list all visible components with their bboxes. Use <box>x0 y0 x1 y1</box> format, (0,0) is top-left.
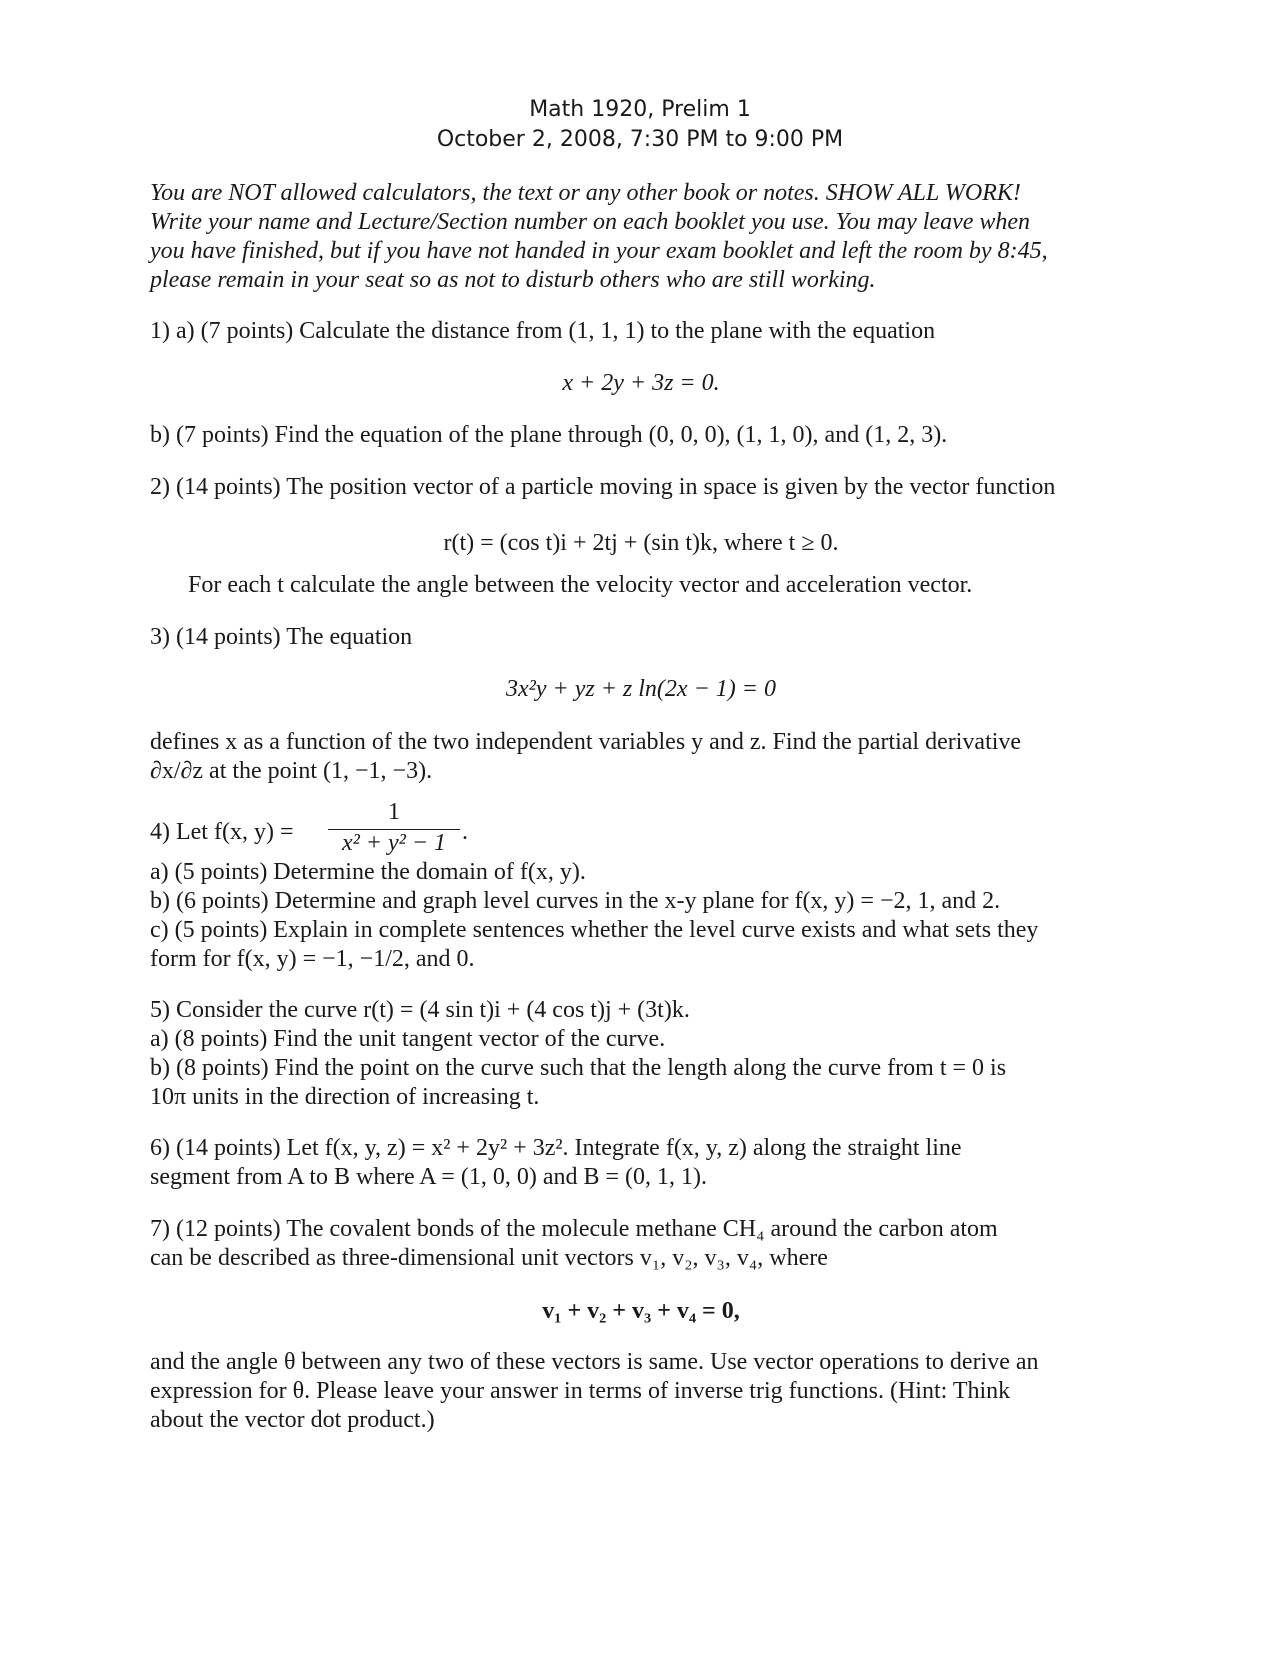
problem-7-line: expression for θ. Please leave your answer in terms of inverse trig functions. (Hint: Think <box>150 1378 1011 1404</box>
problem-4c: form for f(x, y) = −1, −1/2, and 0. <box>150 946 475 972</box>
problem-1a-equation: x + 2y + 3z = 0. <box>562 370 720 396</box>
problem-5b: 10π units in the direction of increasing t. <box>150 1084 540 1110</box>
problem-5a: a) (8 points) Find the unit tangent vector of the curve. <box>150 1026 666 1052</box>
problem-1b: b) (7 points) Find the equation of the plane through (0, 0, 0), (1, 1, 0), and (1, 2, 3). <box>150 422 948 448</box>
problem-3-question: ∂x/∂z at the point (1, −1, −3). <box>150 758 433 784</box>
problem-5-statement: 5) Consider the curve r(t) = (4 sin t)i + (4 cos t)j + (3t)k. <box>150 997 690 1023</box>
problem-7-line: about the vector dot product.) <box>150 1407 435 1433</box>
problem-4-lead: 4) Let f(x, y) = <box>150 819 294 845</box>
instruction-line: you have finished, but if you have not handed in your exam booklet and left the room by 8:45, <box>150 238 1048 264</box>
fraction-numerator: 1 <box>388 799 400 825</box>
problem-3-equation: 3x²y + yz + z ln(2x − 1) = 0 <box>506 676 776 702</box>
problem-2-equation: r(t) = (cos t)i + 2tj + (sin t)k, where t ≥ 0. <box>443 530 839 556</box>
problem-5b: b) (8 points) Find the point on the curve such that the length along the curve from t = 0 is <box>150 1055 1007 1081</box>
problem-2: 2) (14 points) The position vector of a particle moving in space is given by the vector function <box>150 474 1056 500</box>
problem-1a: 1) a) (7 points) Calculate the distance from (1, 1, 1) to the plane with the equation <box>150 318 936 344</box>
problem-4-end: . <box>462 819 468 845</box>
instruction-line: Write your name and Lecture/Section number on each booklet you use. You may leave when <box>150 209 1031 235</box>
problem-7-line: can be described as three-dimensional unit vectors v₁, v₂, v₃, v₄, where <box>150 1245 828 1271</box>
problem-4c: c) (5 points) Explain in complete sentences whether the level curve exists and what sets they <box>150 917 1039 943</box>
problem-7-line: and the angle θ between any two of these vectors is same. Use vector operations to derive an <box>150 1349 1039 1375</box>
problem-6-line: 6) (14 points) Let f(x, y, z) = x² + 2y² + 3z². Integrate f(x, y, z) along the straight line <box>150 1135 962 1161</box>
problem-4b: b) (6 points) Determine and graph level curves in the x-y plane for f(x, y) = −2, 1, and 2. <box>150 888 1001 914</box>
instruction-line: You are NOT allowed calculators, the text or any other book or notes. SHOW ALL WORK! <box>150 180 1021 206</box>
problem-7-equation: v₁ + v₂ + v₃ + v₄ = 0, <box>542 1298 740 1324</box>
exam-title: Math 1920, Prelim 1 <box>529 97 751 122</box>
fraction-denominator: x² + y² − 1 <box>341 830 447 856</box>
problem-3: 3) (14 points) The equation <box>150 624 413 650</box>
exam-date: October 2, 2008, 7:30 PM to 9:00 PM <box>436 127 844 152</box>
problem-4a: a) (5 points) Determine the domain of f(x, y). <box>150 859 586 885</box>
problem-3-question: defines x as a function of the two independent variables y and z. Find the partial derivative <box>150 729 1022 755</box>
problem-2-question: For each t calculate the angle between the velocity vector and acceleration vector. <box>188 572 973 598</box>
problem-7-line: 7) (12 points) The covalent bonds of the molecule methane CH₄ around the carbon atom <box>150 1216 998 1242</box>
instruction-line: please remain in your seat so as not to disturb others who are still working. <box>150 267 876 293</box>
problem-6-line: segment from A to B where A = (1, 0, 0) and B = (0, 1, 1). <box>150 1164 708 1190</box>
